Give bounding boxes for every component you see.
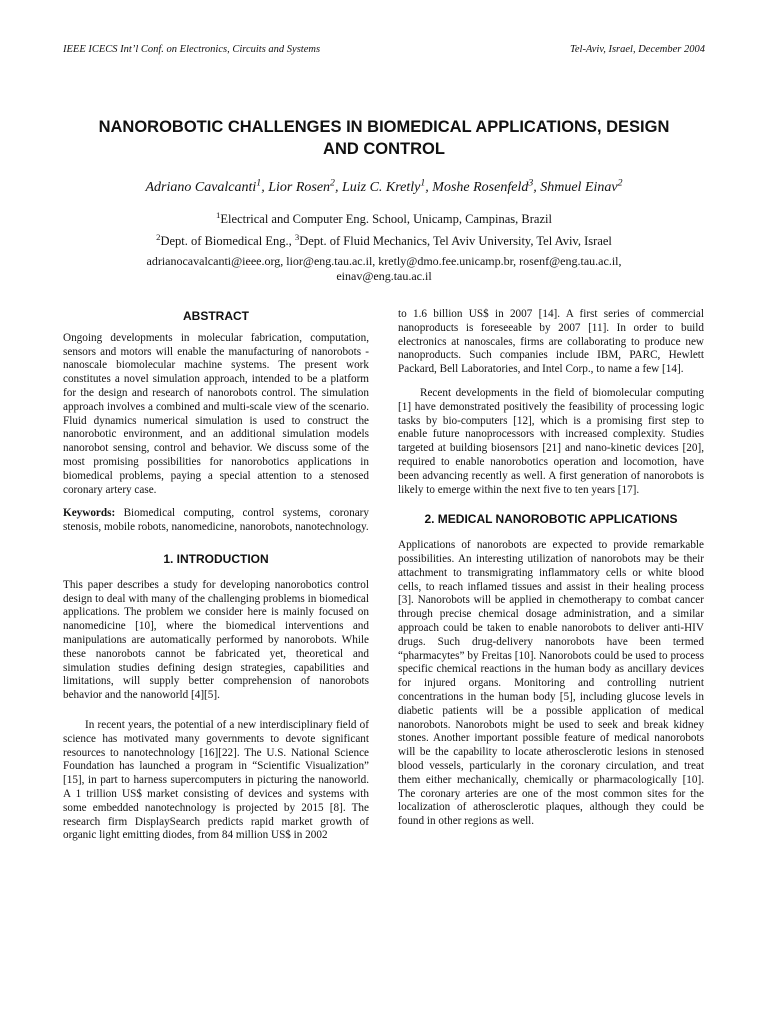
- author-name: Adriano Cavalcanti: [145, 180, 257, 195]
- section-heading-medical-applications: 2. MEDICAL NANOROBOTIC APPLICATIONS: [424, 512, 678, 527]
- affiliation-text: Electrical and Computer Eng. School, Unicamp, Campinas, Brazil: [220, 212, 552, 226]
- paragraph: Applications of nanorobots are expected to provide remarkable possibilities. An interesting utilization of nanorobots may be their attachment to transmigrating inflammatory cells or white blood cells, to reach inflamed tissues and assist in their healing process [3]. Nanorobots will be applied in chemotherapy to combat cancer through precise chemical dosage administration, and a similar approach could be taken to enable nanorobots to deliver anti-HIV drugs. Such drug-delivery nanorobots have been termed “pharmacytes” by Freitas [10]. Nanorobots could be used to process specific chemical reactions in the human body as ancillary devices for injured organs. Monitoring and controlling nutrient concentrations in the human body [5], including glucose levels in diabetic patients will be a possible application of medical nanorobots. Nanorobots might be used to seek and break kidney stones. Another important possible feature of medical nanorobots will be the capability to locate atherosclerotic lesions in stenosed blood vessels, particularly in the coronary circulation, and treat them either mechanically, chemically or pharmacologically [10]. The coronary arteries are one of the most common sites for the localization of atherosclerotic plaques, although they could be found in other regions as well.: [398, 539, 704, 828]
- author-affiliation-mark: 1: [256, 177, 262, 189]
- keywords-text: Biomedical computing, control systems, coronary stenosis, mobile robots, nanomedicine, nanorobots, nanotechnology.: [63, 507, 369, 534]
- paragraph: In recent years, the potential of a new interdisciplinary field of science has motivated many governments to devote significant resources to nanotechnology [16][22]. The U.S. National Science Foundation has launched a program in “Scientific Visualization” [15], in part to harness supercomputers in picturing the nanoworld. A 1 trillion US$ market consisting of devices and systems with some embedded nanotechnology is projected by 2015 [8]. The research firm DisplaySearch predicts rapid market growth of organic light emitting diodes, from 84 million US$ in 2002: [63, 718, 369, 842]
- author-affiliation-mark: 3: [528, 177, 534, 189]
- emails-line-1: adrianocavalcanti@ieee.org, lior@eng.tau.ac.il, kretly@dmo.fee.unicamp.br, rosenf@eng.tau.ac.il,: [146, 254, 622, 268]
- title-line-1: NANOROBOTIC CHALLENGES IN BIOMEDICAL APPLICATIONS, DESIGN: [98, 118, 670, 136]
- affiliation-1: [40, 211, 728, 227]
- paragraph: to 1.6 billion US$ in 2007 [14]. A first series of commercial nanoproducts is foreseeable by 2007 [11]. In order to build electronics at nanoscales, firms are collaborating to produce new nanoproducts. Such companies include IBM, PARC, Hewlett Packard, Bell Laboratories, and Intel Corp., to name a few [14].: [398, 308, 704, 376]
- keywords-label: Keywords:: [63, 507, 116, 520]
- paragraph: This paper describes a study for developing nanorobotics control design to deal with many of the challenging problems in biomedical applications. The problem we consider here is mainly focused on nanomedicine [10], where the biomedical interventions and manipulations are automatically performed by nanorobots. While these nanorobots cannot be fabricated yet, theoretical and simulation studies defining design strategies, capabilities and limitations, will supply better comprehension of nanorobots behavior and the nanoworld [4][5].: [63, 578, 369, 702]
- author-name: Luiz C. Kretly: [341, 180, 421, 195]
- author-name: Moshe Rosenfeld: [432, 180, 529, 195]
- conference-name: IEEE ICECS Int’l Conf. on Electronics, Circuits and Systems: [63, 44, 321, 55]
- author-affiliation-mark: 2: [330, 177, 335, 189]
- affiliation-mark: 1: [216, 209, 221, 220]
- author-affiliation-mark: 2: [617, 177, 623, 189]
- author-name: Shmuel Einav: [540, 180, 618, 195]
- abstract-heading: ABSTRACT: [183, 309, 249, 323]
- affiliation-mark: 3: [294, 231, 300, 242]
- conference-location-date: Tel-Aviv, Israel, December 2004: [569, 44, 705, 55]
- section-heading-introduction: 1. INTRODUCTION: [163, 551, 269, 566]
- abstract-text: Ongoing developments in molecular fabrication, computation, sensors and motors will enable the manufacturing of nanorobots - nanoscale biomolecular machine systems. The present work constitutes a novel simulation approach, intended to be a platform for the design and research of nanorobots control. The simulation approach involves a combined and multi-scale view of the scenario. Fluid dynamics numerical simulation is used to construct the nanorobotic environment, and an additional simulation models nanorobot sensing, control and behavior. We discuss some of the most promising possibilities for nanorobotics applications in biomedical problems, paying a special attention to a stenosed coronary artery case.: [63, 331, 369, 496]
- affiliation-2: [40, 233, 728, 249]
- title-line-2: AND CONTROL: [323, 140, 445, 158]
- affiliation-mark: 2: [156, 231, 161, 242]
- author-affiliation-mark: 1: [420, 177, 426, 189]
- left-column: [63, 310, 369, 853]
- right-column: [398, 308, 704, 839]
- affiliation-text: Dept. of Biomedical Eng.,: [160, 234, 295, 248]
- paragraph: Recent developments in the field of biomolecular computing [1] have demonstrated positively the feasibility of processing logic tasks by bio-computers [12], which is a promising first step to enable future nanoprocessors with increased complexity. Studies targeted at building biosensors [21] and nano-kinetic devices [20], required to enable nanorobotics operation and locomotion, have been advancing recently as well. A first generation of nanorobots is likely to emerge within the next five to ten years [17].: [398, 386, 704, 496]
- author-emails: [40, 254, 728, 284]
- author-list: Adriano Cavalcanti$^1$, Lior Rosen$^2$, Luiz C. Kretly$^1$, Moshe Rosenfeld$^3$, Shmuel Einav$^2$: [145, 177, 623, 195]
- running-header: [63, 44, 705, 55]
- author-name: Lior Rosen: [268, 180, 331, 195]
- emails-line-2: einav@eng.tau.ac.il: [336, 269, 432, 283]
- paper-title: [60, 116, 708, 160]
- keywords: [63, 507, 369, 535]
- affiliation-text: Dept. of Fluid Mechanics, Tel Aviv University, Tel Aviv, Israel: [299, 234, 612, 248]
